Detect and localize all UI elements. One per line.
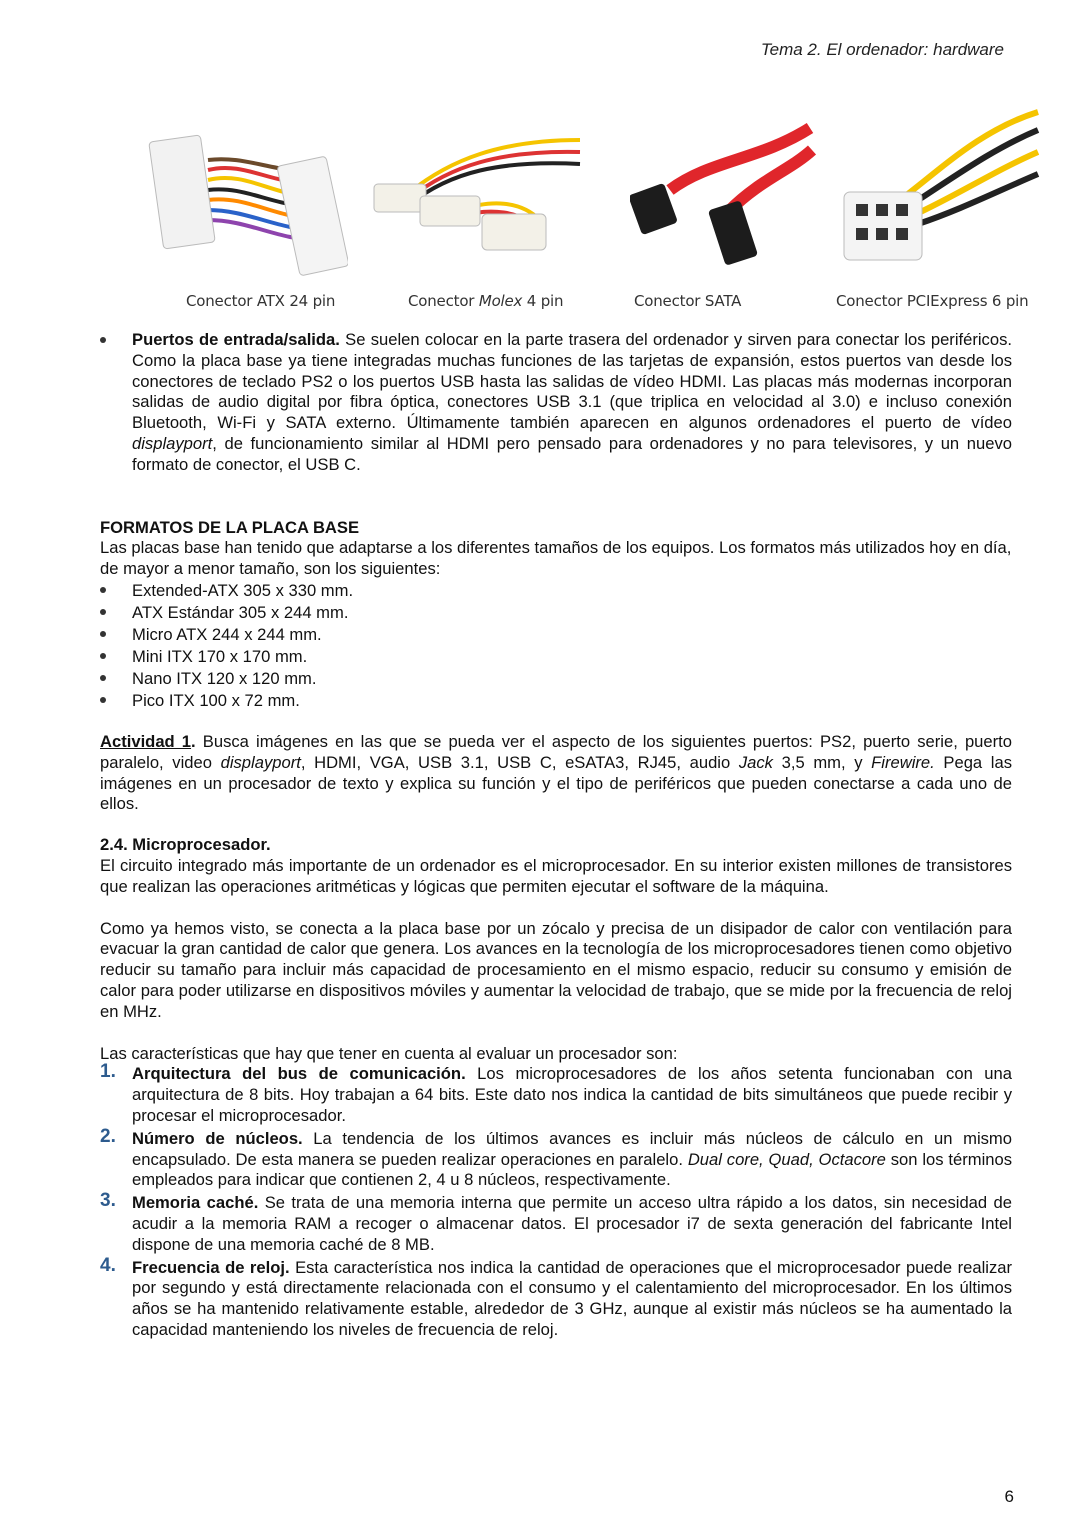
caption-sata: Conector SATA: [634, 292, 742, 310]
caption-pciexpress: Conector PCIExpress 6 pin: [836, 292, 1029, 310]
connector-figures: [148, 100, 1038, 320]
list-item: ATX Estándar 305 x 244 mm.: [100, 602, 1012, 624]
page-number: 6: [1004, 1487, 1014, 1506]
formatos-list: [100, 580, 1012, 712]
list-item: 1. Arquitectura del bus de comunicación. Los microprocesadores de los años setenta funcionaban con una arquitectura de 8 bits. Hoy trabajan a 64 bits. Este dato nos indica la cantidad de bits simultáneos que puede recibir y procesar el microprocesador.: [100, 1061, 1012, 1125]
actividad-paragraph: Actividad 1. Busca imágenes en las que se pueda ver el aspecto de los siguientes puertos: PS2, puerto serie, puerto paralelo, video displayport, HDMI, VGA, USB 3.1, USB C, eSATA3, RJ45, audio Jack 3,5 mm, y Firewire. Pega las imágenes en un procesador de texto y explica su función y el tipo de periféricos que pueden conectarse a cada uno de ellos.: [100, 731, 1012, 814]
bullet-icon: [100, 653, 106, 659]
sata-connector-image: [630, 100, 820, 280]
list-item: Pico ITX 100 x 72 mm.: [100, 690, 1012, 712]
main-content: [100, 330, 1012, 1341]
microprocesador-heading: 2.4. Microprocesador.: [100, 835, 271, 855]
list-item: Mini ITX 170 x 170 mm.: [100, 646, 1012, 668]
page-header: Tema 2. El ordenador: hardware: [760, 40, 1004, 59]
formatos-intro: Las placas base han tenido que adaptarse a los diferentes tamaños de los equipos. Los formatos más utilizados hoy en día, de mayor a menor tamaño, son los siguientes:: [100, 538, 1012, 579]
bullet-icon: [100, 675, 106, 681]
caption-molex: Conector Molex 4 pin: [408, 292, 564, 310]
list-item: Extended-ATX 305 x 330 mm.: [100, 580, 1012, 602]
list-item: 3. Memoria caché. Se trata de una memoria interna que permite un acceso ultra rápido a los datos, sin necesidad de acudir a la memoria RAM a recoger o almacenar datos. El procesador i7 de sexta generación del fabricante Intel dispone de una memoria caché de 8 MB.: [100, 1190, 1012, 1254]
bullet-icon: [100, 337, 106, 343]
micro-paragraph-2: Como ya hemos visto, se conecta a la placa base por un zócalo y precisa de un disipador de calor con ventilación para evacuar la gran cantidad de calor que genera. Los avances en la tecnología de los microprocesadores tienen como objetivo reducir su tamaño para incluir más capacidad de procesamiento en el mismo espacio, reducir su consumo y emisión de calor para poder utilizarse en dispositivos móviles y aumentar la velocidad de trabajo, que se mide por la frecuencia de reloj en MHz.: [100, 918, 1012, 1021]
pciexpress-6-pin-connector-image: [830, 100, 1040, 280]
list-item: Nano ITX 120 x 120 mm.: [100, 668, 1012, 690]
list-item: 2. Número de núcleos. La tendencia de los últimos avances es incluir más núcleos de cálculo en un mismo encapsulado. De esta manera se pueden realizar operaciones en paralelo. Dual core, Quad, Octacore son los términos empleados para indicar que contienen 2, 4 u 8 núcleos, respectivamente.: [100, 1125, 1013, 1190]
ports-paragraph: Puertos de entrada/salida. Se suelen colocar en la parte trasera del ordenador y sirven para conectar los periféricos. Como la placa base ya tiene integradas muchas funciones de las tarjetas de expansión, estos puertos van desde los conectores de teclado PS2 o los puertos USB hasta las salidas de vídeo HDMI. Las placas más modernas incorporan salidas de audio digital por fibra óptica, conectores USB 3.1 (que triplica en velocidad al 3.0) e incluso conexión Bluetooth, Wi-Fi y SATA externo. Últimamente también aparecen en algunos ordenadores el puerto de vídeo displayport, de funcionamiento similar al HDMI pero pensado para ordenadores y no para televisores, y un nuevo formato de conector, el USB C.: [100, 330, 1012, 476]
bullet-icon: [100, 697, 106, 703]
formatos-heading: FORMATOS DE LA PLACA BASE: [100, 517, 360, 537]
bullet-icon: [100, 587, 106, 593]
list-item: Micro ATX 244 x 244 mm.: [100, 624, 1012, 646]
micro-paragraph-1: El circuito integrado más importante de un ordenador es el microprocesador. En su interior existen millones de transistores que realizan las operaciones aritméticas y lógicas que permiten ejecutar el software de la máquina.: [100, 855, 1012, 896]
list-item: 4. Frecuencia de reloj. Esta característica nos indica la cantidad de operaciones que el microprocesador puede realizar por segundo y está directamente relacionada con el consumo y el calentamiento del microprocesador. En los últimos años se ha mantenido relativamente estable, alrededor de 3 GHz, aunque al existir más núcleos se ha aumentado la capacidad manteniendo los niveles de frecuencia de reloj.: [100, 1254, 1012, 1339]
micro-paragraph-3: Las características que hay que tener en cuenta al evaluar un procesador son:: [100, 1043, 678, 1063]
bullet-icon: [100, 631, 106, 637]
caption-atx: Conector ATX 24 pin: [186, 292, 336, 310]
caracteristicas-list: [100, 1061, 1013, 1340]
molex-4-pin-connector-image: [370, 100, 590, 280]
bullet-icon: [100, 609, 106, 615]
atx-24-pin-connector-image: [148, 100, 348, 280]
